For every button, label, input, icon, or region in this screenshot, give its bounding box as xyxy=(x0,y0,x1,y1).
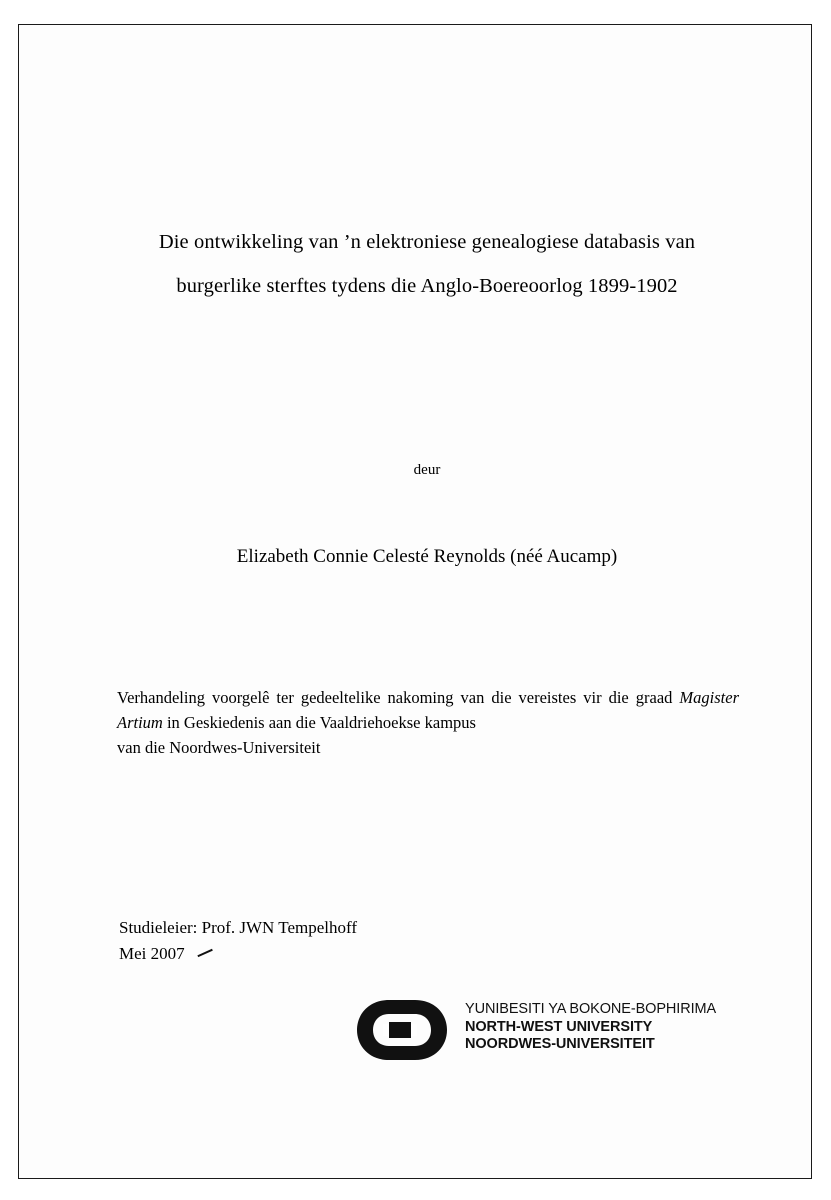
degree-name: Magister Artium xyxy=(117,688,739,732)
logo-line-3: NOORDWES-UNIVERSITEIT xyxy=(465,1036,655,1052)
date-line: Mei 2007 xyxy=(119,944,185,963)
supervisor-line: Studieleier: Prof. JWN Tempelhoff xyxy=(119,918,358,937)
statement-part-2: in Geskiedenis aan die Vaaldriehoekse kampus xyxy=(162,713,476,732)
degree-statement xyxy=(117,685,739,760)
statement-part-1: Verhandeling voorgelê ter gedeeltelike nakoming van die vereistes vir die graad xyxy=(117,688,680,707)
author-name: Elizabeth Connie Celesté Reynolds (néé Aucamp) xyxy=(236,546,618,567)
page-title xyxy=(107,220,747,308)
logo-line-1: YUNIBESITI YA BOKONE-BOPHIRIMA xyxy=(465,1001,717,1017)
statement-part-3: van die Noordwes-Universiteit xyxy=(117,738,321,757)
page-content xyxy=(107,25,747,1178)
supervisor-and-date xyxy=(119,915,619,967)
nwu-monogram-icon xyxy=(353,996,461,1068)
logo-line-2: NORTH-WEST UNIVERSITY xyxy=(465,1018,653,1035)
logo-wordmark xyxy=(465,1001,716,1054)
title-line-2: burgerlike sterftes tydens die Anglo-Boereoorlog 1899-1902 xyxy=(176,275,678,297)
page-border xyxy=(18,24,812,1179)
byline-label: deur xyxy=(413,462,441,478)
title-line-1: Die ontwikkeling van ’n elektroniese genealogiese databasis van xyxy=(158,231,696,253)
university-logo xyxy=(257,993,717,1073)
